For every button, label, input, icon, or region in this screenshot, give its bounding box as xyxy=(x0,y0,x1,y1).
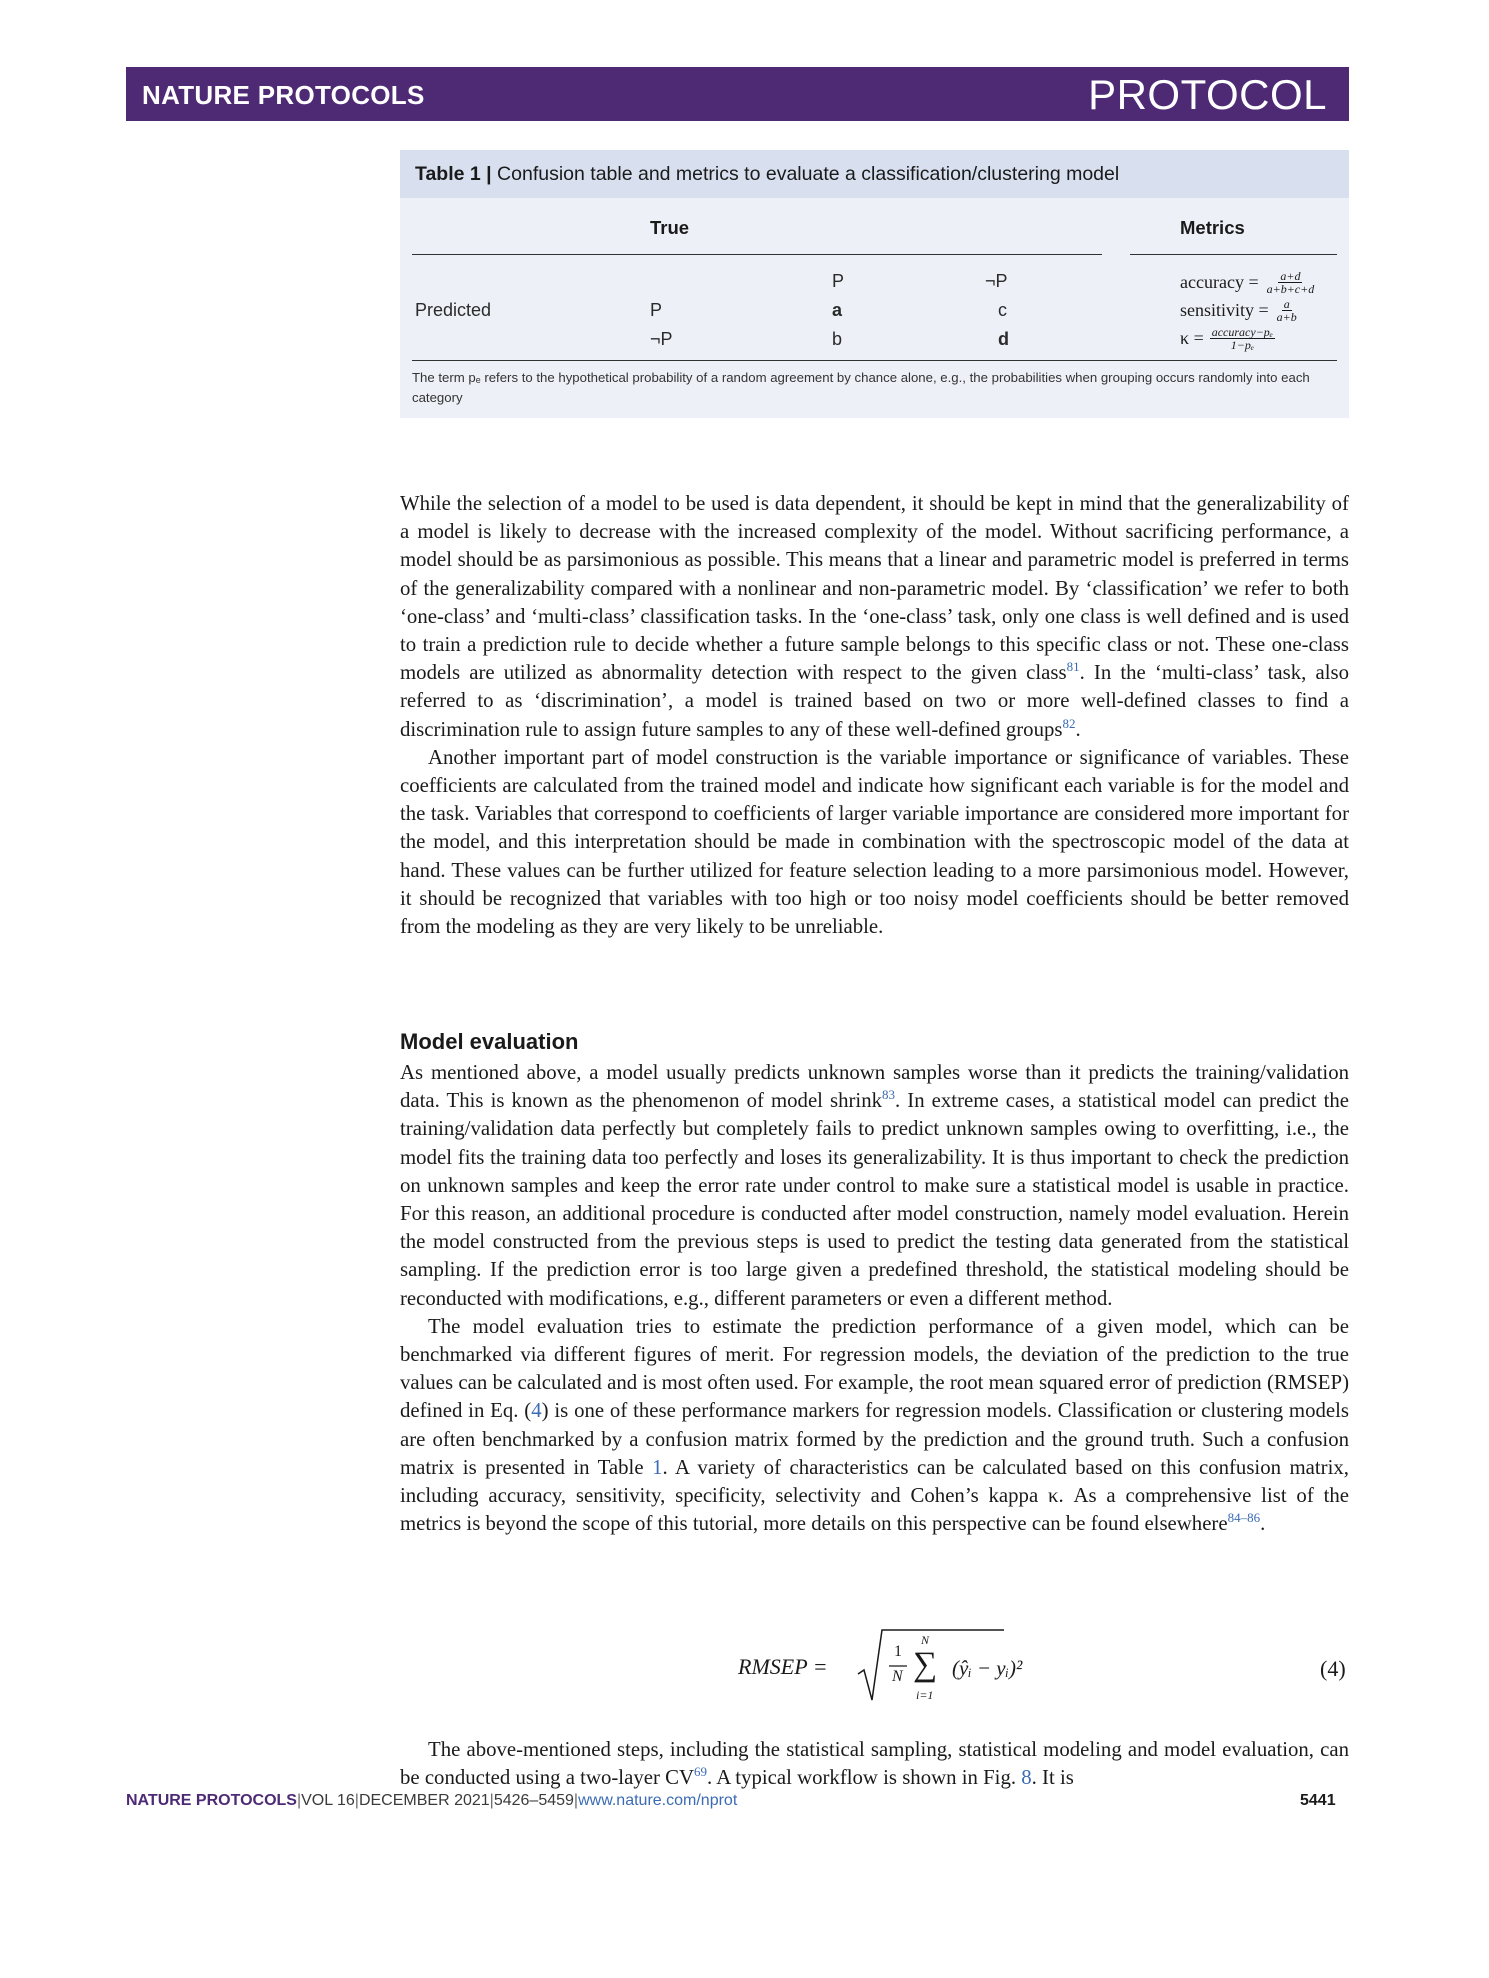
paragraph-4-text-b: ) is one of these performance markers for regression models. Classification or clustering models are often benchmarked by a confusion matrix formed by the prediction and the ground truth. Such a confusion matrix is presented in Table xyxy=(400,1399,1349,1479)
paragraph-3-text-a: As mentioned above, a model usually predicts unknown samples worse than it predicts the training/validation data. This is known as the phenomenon of model shrink xyxy=(400,1061,1349,1113)
rule-true xyxy=(412,254,1102,255)
col-header-metrics: Metrics xyxy=(1180,217,1245,238)
paragraph-1-text-a: While the selection of a model to be used is data dependent, it should be kept in mind that the generalizability of a model is likely to decrease with the increased complexity of the model. Without sacrificing performance, a model should be as parsimonious as possible. This means that a linear and parametric model is preferred in terms of the generalizability compared with a nonlinear and non-parametric model. By ‘classification’ we refer to both ‘one-class’ and ‘multi-class’ classification tasks. In the ‘one-class’ task, only one class is well defined and is used to train a prediction rule to decide whether a future sample belongs to this specific class or not. These one-class models are utilized as abnormality detection with respect to the given class xyxy=(400,492,1349,685)
table-title xyxy=(415,163,1119,186)
col-not-p: ¬P xyxy=(985,271,1008,291)
metric-kappa-fraction xyxy=(1210,326,1275,351)
metric-sensitivity xyxy=(1180,298,1299,323)
metric-kappa-den: 1−pₑ xyxy=(1230,338,1254,352)
paragraph-5-text-a: The above-mentioned steps, including the statistical sampling, statistical modeling and model evaluation, can be conducted using a two-layer CV xyxy=(400,1738,1349,1790)
paragraph-4-text-c: . A variety of characteristics can be calculated based on this confusion matrix, including accuracy, sensitivity, specificity, selectivity and Cohen’s kappa κ. As a comprehensive list of the metrics is beyond the scope of this tutorial, more details on this perspective can be found elsewhere xyxy=(400,1455,1349,1536)
paragraph-5 xyxy=(400,1736,1349,1792)
paragraph-1 xyxy=(400,490,1349,744)
body-block-3 xyxy=(400,1736,1349,1792)
cell-d: d xyxy=(998,329,1009,349)
table-title-bar xyxy=(400,150,1349,198)
equation-sqrt xyxy=(856,1626,1023,1706)
footer-url-link[interactable]: www.nature.com/nprot xyxy=(578,1792,738,1809)
rule-metrics xyxy=(1130,254,1337,255)
metric-accuracy-name: accuracy = xyxy=(1180,272,1259,292)
footer-pages: 5426–5459 xyxy=(493,1792,574,1809)
col-p: P xyxy=(832,271,845,291)
metric-accuracy-num: a+d xyxy=(1280,269,1301,283)
citation-69[interactable]: 69 xyxy=(693,1764,707,1780)
rule-table-bottom xyxy=(412,360,1337,361)
figure-ref-link[interactable]: 8 xyxy=(1021,1766,1032,1790)
metric-accuracy-fraction xyxy=(1265,270,1317,295)
equation-number: (4) xyxy=(1320,1656,1346,1681)
metric-accuracy xyxy=(1180,270,1316,295)
section-heading-model-evaluation: Model evaluation xyxy=(400,1029,579,1054)
table-label: Table 1 | xyxy=(415,163,492,185)
paragraph-4 xyxy=(400,1313,1349,1539)
citation-83[interactable]: 83 xyxy=(882,1087,896,1103)
paragraph-5-text-c: . It is xyxy=(1031,1766,1074,1790)
equation-upper-limit: N xyxy=(921,1633,930,1647)
equation-term: (ŷᵢ − yᵢ)² xyxy=(952,1656,1023,1680)
metric-sensitivity-fraction xyxy=(1275,298,1299,323)
cell-a: a xyxy=(832,300,843,320)
citation-81[interactable]: 81 xyxy=(1066,659,1080,675)
paragraph-1-text-b: . In the ‘multi-class’ task, also referred to as ‘discrimination’, a model is trained based on two or more well-defined classes to find a discrimination rule to assign future samples to any of these well-defined groups xyxy=(400,661,1349,741)
cell-b: b xyxy=(832,329,843,349)
paragraph-4-text-d: . xyxy=(1260,1512,1266,1536)
table-1 xyxy=(400,150,1349,418)
body-block-1 xyxy=(400,490,1349,941)
table-footnote: The term pₑ refers to the hypothetical probability of a random agreement by chance alone, e.g., the probabilities when grouping occurs randomly into each category xyxy=(412,370,1310,405)
row-not-p: ¬P xyxy=(650,329,673,349)
equation-lhs: RMSEP = xyxy=(738,1654,828,1679)
footer-volume: VOL 16 xyxy=(301,1792,355,1809)
paragraph-2: Another important part of model construction is the variable importance or significance of variables. These coefficients are calculated from the trained model and indicate how significant each variable is for the model and the task. Variables that correspond to coefficients of larger variable importance are considered more important for the model, and this interpretation should be made in combination with the spectroscopic model of the data at hand. These values can be further utilized for feature selection leading to a more parsimonious model. However, it should be recognized that variables with too high or too noisy model coefficients should be better removed from the modeling as they are very likely to be unreliable. xyxy=(400,745,1349,939)
row-predicted: Predicted xyxy=(415,300,492,320)
footer-journal: NATURE PROTOCOLS xyxy=(126,1792,297,1809)
metric-accuracy-den: a+b+c+d xyxy=(1266,282,1315,296)
sigma-icon: ∑ xyxy=(913,1646,938,1683)
journal-name: NATURE PROTOCOLS xyxy=(142,80,425,110)
table-ref-link[interactable]: 1 xyxy=(652,1455,663,1479)
paragraph-1-text-c: . xyxy=(1075,717,1081,741)
equation-one: 1 xyxy=(894,1643,902,1660)
paragraph-5-text-b: . A typical workflow is shown in Fig. xyxy=(706,1766,1022,1790)
row-p: P xyxy=(650,300,663,320)
journal-header-bar xyxy=(126,67,1349,121)
paragraph-3 xyxy=(400,1059,1349,1313)
metric-kappa xyxy=(1180,326,1275,351)
table-caption: Confusion table and metrics to evaluate a classification/clustering model xyxy=(497,163,1120,185)
page-number: 5441 xyxy=(1300,1792,1336,1809)
paragraph-4-text-a: The model evaluation tries to estimate the prediction performance of a given model, which can be benchmarked via different figures of merit. For regression models, the deviation of the prediction to the true values can be calculated and is most often used. For example, the root mean squared error of prediction (RMSEP) defined in Eq. ( xyxy=(400,1314,1349,1423)
metric-sensitivity-name: sensitivity = xyxy=(1180,300,1269,320)
col-header-true: True xyxy=(650,217,690,238)
section-label: PROTOCOL xyxy=(1088,71,1327,118)
body-block-2 xyxy=(400,1059,1349,1538)
equation-rmsep xyxy=(738,1626,1023,1706)
metric-kappa-num: accuracy−pₑ xyxy=(1211,325,1273,339)
citation-84-86[interactable]: 84–86 xyxy=(1227,1510,1261,1526)
equation-ref-link[interactable]: 4 xyxy=(531,1399,542,1423)
equation-lower-limit: i=1 xyxy=(916,1688,934,1702)
page-footer: NATURE PROTOCOLS|VOL 16|DECEMBER 2021|5426–5459|www.nature.com/nprot xyxy=(126,1792,738,1809)
footer-date: DECEMBER 2021 xyxy=(358,1792,490,1809)
metric-sensitivity-num: a xyxy=(1283,297,1290,311)
citation-82[interactable]: 82 xyxy=(1062,715,1076,731)
paragraph-3-text-b: . In extreme cases, a statistical model can predict the training/validation data perfectly but completely fails to predict unknown samples owing to overfitting, i.e., the model fits the training data too perfectly and loses its generalizability. It is thus important to check the prediction on unknown samples and keep the error rate under control to make sure a statistical model is usable in practice. For this reason, an additional procedure is conducted after model construction, namely model evaluation. Herein the model constructed from the previous steps is used to predict the testing data generated from the statistical sampling. If the prediction error is too large given a predefined threshold, the statistical modeling should be reconducted with modifications, e.g., different parameters or even a different method. xyxy=(400,1089,1349,1310)
cell-c: c xyxy=(998,300,1007,320)
equation-n: N xyxy=(892,1668,903,1685)
metric-sensitivity-den: a+b xyxy=(1276,310,1297,324)
metric-kappa-name: κ = xyxy=(1180,328,1204,348)
